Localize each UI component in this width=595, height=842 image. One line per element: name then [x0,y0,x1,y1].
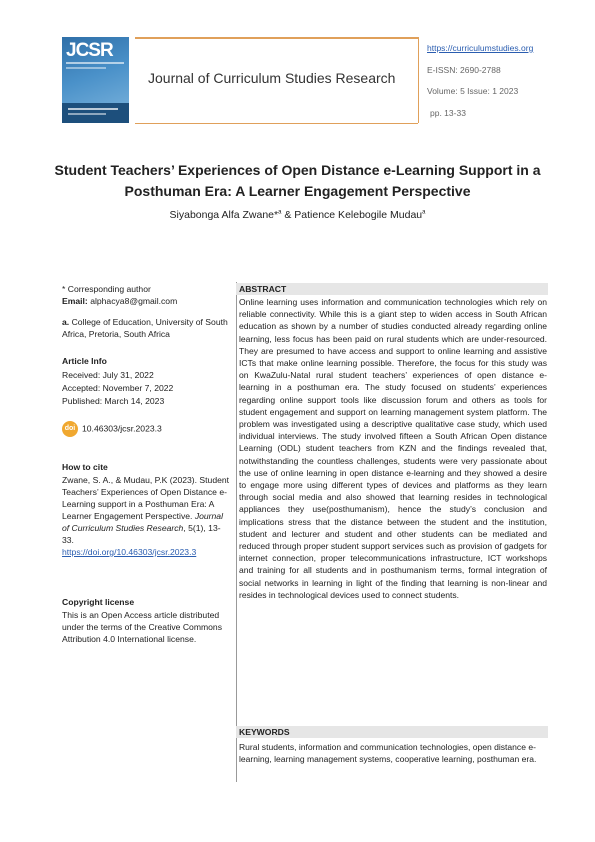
author-list: Siyabonga Alfa Zwane*$^a$ & Patience Kelebogile Mudau$^a$ [169,209,426,221]
journal-logo: JCSR [66,40,113,61]
corresponding-author: * Corresponding author [62,284,151,294]
email-line: Email: alphacya8@gmail.com [62,296,178,306]
how-to-cite-heading: How to cite [62,462,108,472]
header-rule-bottom [135,123,418,124]
accepted-date: Accepted: November 7, 2022 [62,383,174,393]
journal-url-link[interactable]: https://curriculumstudies.org [427,43,534,53]
doi-value: 10.46303/jcsr.2023.3 [82,423,162,434]
published-date: Published: March 14, 2023 [62,396,165,406]
keywords-text: Rural students, information and communication technologies, open distance e-learning, learning management systems, cooperative learning, posthuman era. [239,742,537,765]
email-address: alphacya8@gmail.com [90,296,178,306]
copyright-text: This is an Open Access article distributed under the terms of the Creative Commons Attribution 4.0 International license. [62,610,223,644]
volume-issue: Volume: 5 Issue: 1 2023 [427,86,519,96]
affiliation: a. College of Education, University of South Africa, Pretoria, South Africa [62,317,228,339]
doi-line[interactable] [62,421,232,437]
copyright-heading: Copyright license [62,597,135,607]
citation-doi-link[interactable]: https://doi.org/10.46303/jcsr.2023.3 [62,547,197,557]
doi-icon: doi [62,421,78,437]
journal-cover-thumbnail [62,37,129,123]
page-range: pp. 13-33 [430,108,466,118]
article-title: Student Teachers’ Experiences of Open Distance e-Learning Support in a Posthuman Era: A Learner Engagement Perspective [54,162,541,199]
abstract-heading: ABSTRACT [236,283,548,295]
header-rule-vertical [418,37,419,123]
received-date: Received: July 31, 2022 [62,370,154,380]
abstract-text: Online learning uses information and communication technologies which rely on reliable connectivity. While this is a giant step to widen access in South African education as shown by a number of studies conducted already regarding online learning, less focus has been paid on rural students which are under-resourced. They are presumed to have access and support to online learning and assistive ICTs that make online learning possible. Therefore, the focus for this study was on KwaZulu-Natal rural student teachers’ experiences of open distance e-learning in a posthuman era. The study focused on students’ experiences regarding online support tools like discussion forum and others as tools for student engagement and support on learning management system platform. The problem was investigated using a descriptive qualitative case study, which used individual interviews. The study involved fifteen a South African Open distance Learning (ODL) student teachers from KZN and the findings revealed that, notwithstanding the countless challenges, students were very passionate about the use of online learning in open distance e-learning and they showed a desire to engage more using different types of devices and platforms as they learn through social media and also showed that learning resides in technological appliances they use(posthumanism), hence the study’s conclusion and implications stress that the distance between the student and the institution, student and lecturer and student and other students can be mediated and reduced through proper student support services such as provision of gadgets for internet connection, proper telecommunications infrastructure, ICT workshops and training for all students and in posthumanism terms, formal integration of social networks in learning in light of the finding that learning is non-linear and resides in technological devices used to connect students. [239,297,547,600]
article-info-heading: Article Info [62,356,107,366]
keywords-heading: KEYWORDS [236,726,548,738]
author-1: Siyabonga Alfa Zwane* [169,209,279,221]
citation: Zwane, S. A., & Mudau, P.K (2023). Student Teachers’ Experiences of Open Distance e-Learning support in a Posthuman Era: A Learner Engagement Perspective. Journal of Curriculum Studies Research, 5(1), 13-33. https://doi.org/10.46303/jcsr.2023.3 [62,475,230,557]
journal-name: Journal of Curriculum Studies Research [148,70,396,86]
header-rule-top [135,37,418,39]
author-2: Patience Kelebogile Mudau [294,209,423,221]
eissn: E-ISSN: 2690-2788 [427,65,501,75]
